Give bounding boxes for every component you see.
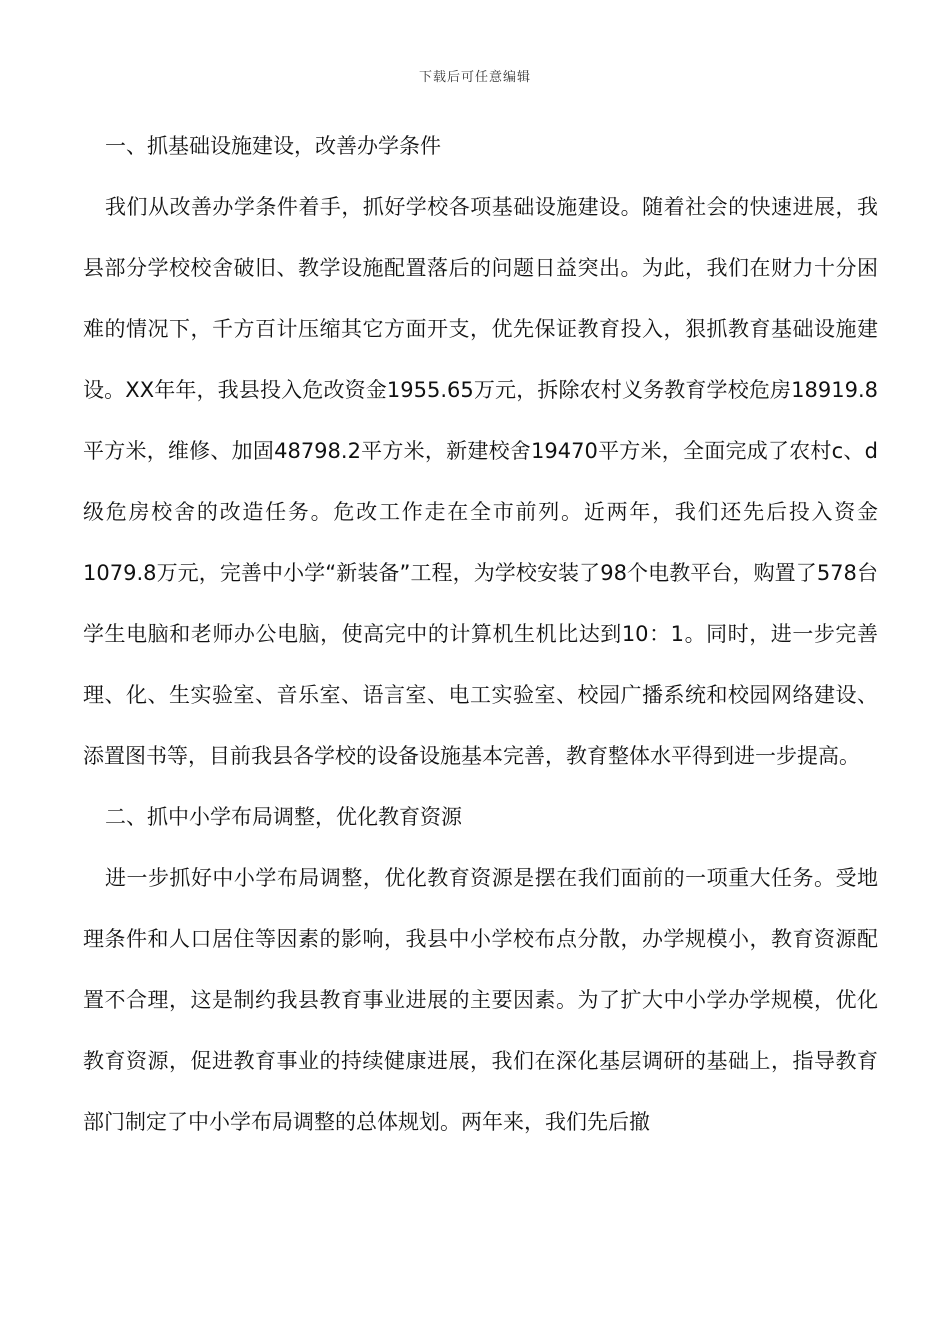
section-2-paragraph: 进一步抓好中小学布局调整，优化教育资源是摆在我们面前的一项重大任务。受地理条件和人口居住等因素的影响，我县中小学校布点分散，办学规模小，教育资源配置不合理，这是制约我县教育事业进展的主要因素。为了扩大中小学办学规模，优化教育资源，促进教育事业的持续健康进展，我们在深化基层调研的基础上，指导教育部门制定了中小学布局调整的总体规划。两年来，我们先后撤	[83, 866, 878, 1134]
section-1-paragraph: 我们从改善办学条件着手，抓好学校各项基础设施建设。随着社会的快速进展，我县部分学校校舍破旧、教学设施配置落后的问题日益突出。为此，我们在财力十分困难的情况下，千方百计压缩其它方面开支，优先保证教育投入，狠抓教育基础设施建设。XX年年，我县投入危改资金1955.65万元，拆除农村义务教育学校危房18919.8平方米，维修、加固48798.2平方米，新建校舍19470平方米，全面完成了农村c、d级危房校舍的改造任务。危改工作走在全市前列。近两年，我们还先后投入资金1079.8万元，完善中小学“新装备”工程，为学校安装了98个电教平台，购置了578台学生电脑和老师办公电脑，使高完中的计算机生机比达到10：1。同时，进一步完善理、化、生实验室、音乐室、语言室、电工实验室、校园广播系统和校园网络建设、添置图书等，目前我县各学校的设备设施基本完善，教育整体水平得到进一步提高。	[83, 195, 878, 768]
document-body	[83, 116, 878, 1153]
section-1-heading: 一、抓基础设施建设，改善办学条件	[105, 134, 441, 158]
header-note: 下载后可任意编辑	[418, 70, 531, 85]
section-2-heading: 二、抓中小学布局调整，优化教育资源	[105, 805, 462, 829]
